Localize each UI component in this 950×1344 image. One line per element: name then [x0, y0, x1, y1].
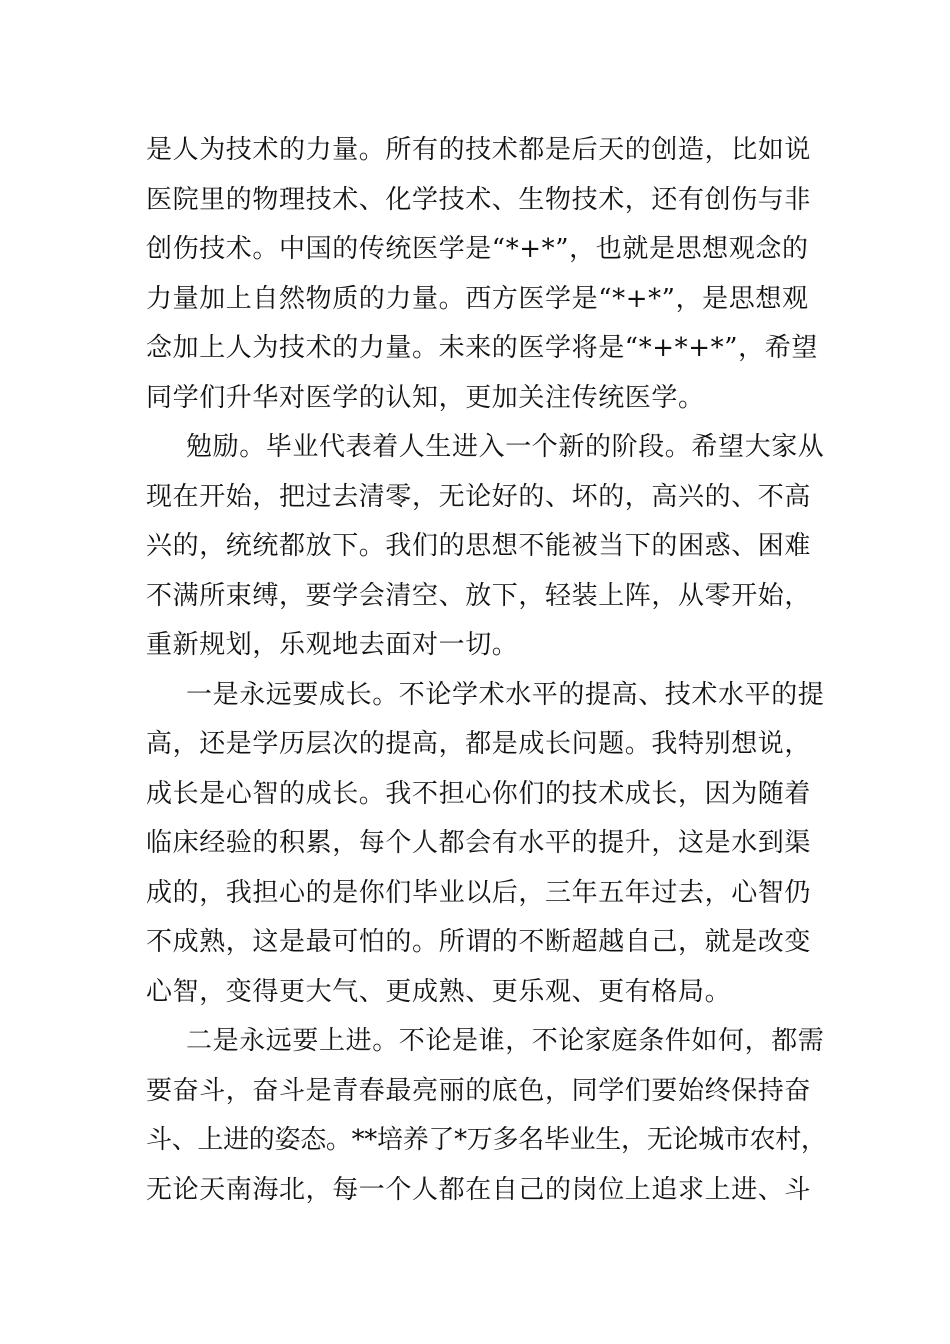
text-line: 高，还是学历层次的提高，都是成长问题。我特别想说，	[146, 729, 812, 759]
text-line: 是人为技术的力量。所有的技术都是后天的创造，比如说	[146, 135, 812, 165]
text-line: 重新规划，乐观地去面对一切。	[146, 630, 519, 660]
text-line: 要奋斗，奋斗是青春最亮丽的底色，同学们要始终保持奋	[146, 1075, 812, 1106]
text-line: 创伤技术。中国的传统医学是“*+*”，也就是思想观念的	[146, 234, 809, 264]
paragraph-start-line: 勉励。毕业代表着人生进入一个新的阶段。希望大家从	[186, 432, 825, 462]
text-line: 成的，我担心的是你们毕业以后，三年五年过去，心智仍	[146, 877, 812, 908]
text-line: 临床经验的积累，每个人都会有水平的提升，这是水到渠	[146, 828, 812, 858]
text-line: 医院里的物理技术、化学技术、生物技术，还有创伤与非	[146, 184, 812, 215]
text-line: 不满所束缚，要学会清空、放下，轻装上阵，从零开始，	[146, 580, 812, 611]
text-line: 现在开始，把过去清零，无论好的、坏的，高兴的、不高	[146, 481, 812, 512]
document-body	[146, 126, 826, 1215]
text-line: 同学们升华对医学的认知，更加关注传统医学。	[146, 382, 705, 413]
text-line: 力量加上自然物质的力量。西方医学是“*+*”，是思想观	[146, 283, 809, 314]
text-line: 成长是心智的成长。我不担心你们的技术成长，因为随着	[146, 778, 812, 809]
text-line: 心智，变得更大气、更成熟、更乐观、更有格局。	[146, 976, 732, 1007]
paragraph-start-line: 二是永远要上进。不论是谁，不论家庭条件如何，都需	[186, 1026, 825, 1056]
text-line: 不成熟，这是最可怕的。所谓的不断超越自己，就是改变	[146, 927, 812, 957]
text-line: 念加上人为技术的力量。未来的医学将是“*+*+*”，希望	[146, 333, 818, 363]
text-line: 斗、上进的姿态。**培养了*万多名毕业生，无论城市农村，	[146, 1125, 827, 1155]
paragraph-start-line: 一是永远要成长。不论学术水平的提高、技术水平的提	[186, 679, 825, 710]
text-line: 无论天南海北，每一个人都在自己的岗位上追求上进、斗	[146, 1174, 812, 1205]
text-line: 兴的，统统都放下。我们的思想不能被当下的困惑、困难	[146, 531, 812, 561]
